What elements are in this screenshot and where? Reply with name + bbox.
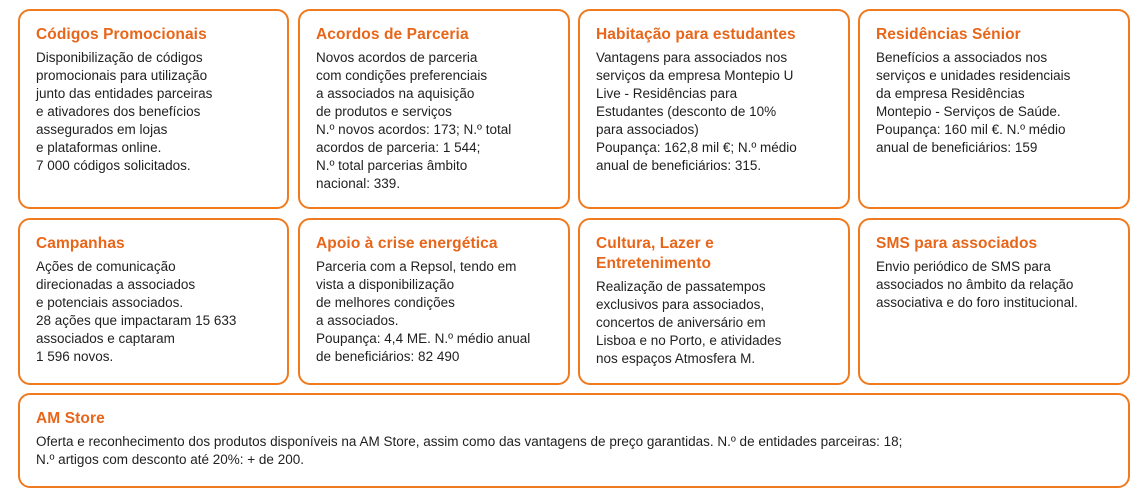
card-am-store <box>18 393 1130 488</box>
card-title: AM Store <box>36 410 105 427</box>
card-body: Vantagens para associados nos serviços da empresa Montepio U Live - Residências para Estudantes (desconto de 10% para associados) Poupança: 162,8 mil €; N.º médio anual de beneficiários: 315. <box>596 50 797 173</box>
card-title: Residências Sénior <box>876 26 1021 43</box>
card-body: Parceria com a Repsol, tendo em vista a disponibilização de melhores condições a associados. Poupança: 4,4 ME. N.º médio anual de beneficiários: 82 490 <box>316 259 531 364</box>
card-title: Cultura, Lazer e Entretenimento <box>596 235 714 272</box>
card-title: SMS para associados <box>876 235 1038 252</box>
card-title: Campanhas <box>36 235 125 252</box>
card-campanhas <box>18 218 289 385</box>
card-body: Novos acordos de parceria com condições preferenciais a associados na aquisição de produtos e serviços N.º novos acordos: 173; N.º total acordos de parceria: 1 544; N.º total parcerias âmbito nacional: 339. <box>316 50 512 191</box>
card-title: Códigos Promocionais <box>36 26 207 43</box>
card-cultura-lazer-entretenimento <box>578 218 850 385</box>
card-body: Ações de comunicação direcionadas a associados e potenciais associados. 28 ações que impactaram 15 633 associados e captaram 1 596 novos. <box>36 259 237 364</box>
card-title: Acordos de Parceria <box>316 26 469 43</box>
card-codigos-promocionais <box>18 9 289 209</box>
card-body: Benefícios a associados nos serviços e unidades residenciais da empresa Residências Montepio - Serviços de Saúde. Poupança: 160 mil €. N.º médio anual de beneficiários: 159 <box>876 50 1071 155</box>
card-title: Apoio à crise energética <box>316 235 498 252</box>
card-title: Habitação para estudantes <box>596 26 796 43</box>
card-body: Realização de passatempos exclusivos para associados, concertos de aniversário em Lisboa e no Porto, e atividades nos espaços Atmosfera M. <box>596 279 782 366</box>
card-residencias-senior <box>858 9 1130 209</box>
card-sms-associados <box>858 218 1130 385</box>
card-body: Disponibilização de códigos promocionais para utilização junto das entidades parceiras e ativadores dos benefícios assegurados em lojas e plataformas online. 7 000 códigos solicitados. <box>36 50 213 173</box>
card-apoio-crise-energetica <box>298 218 570 385</box>
card-habitacao-estudantes <box>578 9 850 209</box>
card-body: Oferta e reconhecimento dos produtos disponíveis na AM Store, assim como das vantagens de preço garantidas. N.º de entidades parceiras: 18; N.º artigos com desconto até 20%: + de 200. <box>36 434 903 467</box>
card-acordos-de-parceria <box>298 9 570 209</box>
card-body: Envio periódico de SMS para associados no âmbito da relação associativa e do foro institucional. <box>876 259 1078 310</box>
